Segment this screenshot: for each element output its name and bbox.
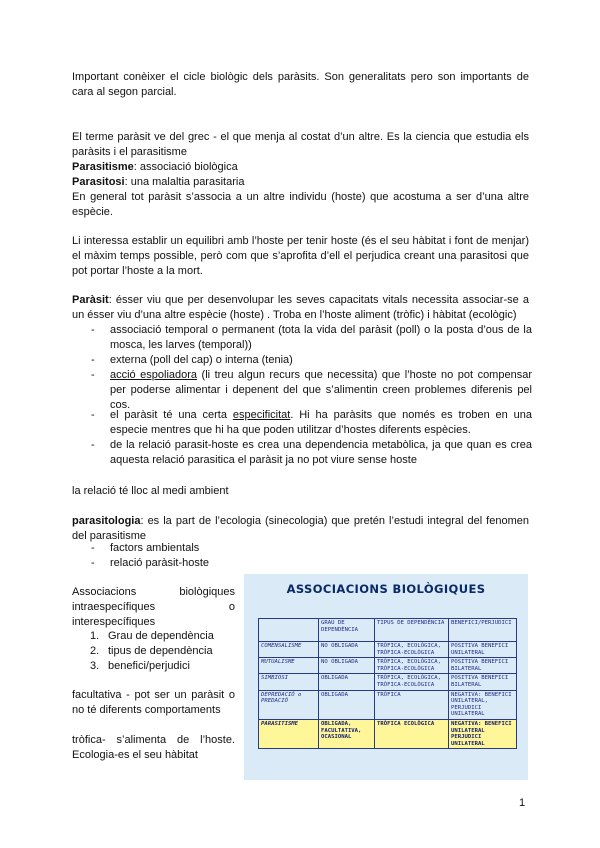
table-cell: TRÒFICA, ECOLÒGICA, TRÒFICA-ECOLÒGICA (375, 658, 449, 674)
numbered-item: 3. benefici/perjudici (72, 659, 242, 674)
trofica-paragraph: tròfica- s’alimenta de l’hoste. Ecologia-es el seu hàbitat (72, 734, 235, 761)
table-cell: TRÒFICA ECOLÒGICA (375, 719, 449, 748)
parasitosi-term: Parasitosi (72, 176, 125, 188)
numbered-item: 1. Grau de dependència (72, 629, 242, 644)
accio-espoliadora-term: acció espoliadora (110, 369, 198, 381)
bullet-text: externa (poll del cap) o interna (tenia) (110, 354, 293, 366)
numbered-text: Grau de dependència (108, 630, 214, 642)
table-row (259, 642, 517, 658)
parasitologia-term: parasitologia (72, 515, 141, 527)
table-cell: OBLIGADA (319, 674, 375, 690)
bullet-text: (li treu algun recurs que necessita) que l’hoste no pot compensar per poderse alimentar i depenent del que s’alimentin creen problemes diferenis pel cos. (110, 369, 532, 411)
parasitisme-definition (72, 160, 529, 175)
bullet-item: - externa (poll del cap) o interna (tenia) (72, 353, 532, 368)
parasitosi-def: : una malaltia parasitaria (124, 176, 245, 188)
table-cell: TRÒFICA, ECOLÒGICA, TRÒFICA-ECOLÒGICA (375, 674, 449, 690)
table-header-row (259, 619, 517, 642)
associacions-table (258, 618, 517, 749)
table-cell: NEGATIVA: BENEFICI UNILATERAL PERJUDICI UNILATERAL (449, 719, 517, 748)
table-cell: SIMBIOSI (259, 674, 319, 690)
associacions-figure (244, 574, 528, 780)
parasitosi-definition (72, 175, 529, 190)
bullet-text: associació temporal o permanent (tota la vida del paràsit (poll) o la posta d’ous de la mosca, les larves (temporal)) (110, 324, 532, 351)
bullet-item: - de la relació parasit-hoste es crea una dependencia metabòlica, ja que quan es crea aquesta relació parasitica el paràsit ja no pot viure sense hoste (91, 439, 532, 466)
table-cell: OBLIGADA (319, 690, 375, 719)
table-cell: NEGATIVA: BENEFICI UNILATERAL, PERJUDICI UNILATERAL (449, 690, 517, 719)
table-cell: NO OBLIGADA (319, 642, 375, 658)
numbered-item: 2. tipus de dependència (72, 644, 242, 659)
parasitisme-term: Parasitisme (72, 161, 134, 173)
table-header-cell: BENEFICI/PERJUDICI (449, 619, 517, 642)
term-paragraph: El terme paràsit ve del grec - el que menja al costat d’un altre. Es la ciencia que estudia els paràsits i el parasitisme (72, 131, 529, 158)
table-row (259, 690, 517, 719)
table-cell: POSITIVA BENEFICI BILATERAL (449, 658, 517, 674)
intro-paragraph: Important conèixer el cicle biològic dels paràsits. Son generalitats pero son importants de cara al segon parcial. (72, 71, 529, 98)
table-header-cell: GRAU DE DEPENDÈNCIA (319, 619, 375, 642)
table-cell: PARASITISME (259, 719, 319, 748)
facultativa-paragraph: facultativa - pot ser un paràsit o no té diferents comportaments (72, 689, 235, 716)
parasit-definition (72, 293, 529, 323)
table-header-cell: TIPUS DE DEPENDÈNCIA (375, 619, 449, 642)
especificitat-term: especificitat (232, 409, 291, 421)
numbered-text: benefici/perjudici (108, 660, 190, 672)
factor-item: - factors ambientals (72, 541, 532, 556)
page-number: 1 (519, 797, 526, 809)
bullet-text: . Hi ha paràsits que només es troben en una especie mentres que hi ha que poden utilitzar d’hostes diferents espècies. (110, 409, 532, 436)
parasitisme-def: : associació biològica (133, 161, 238, 173)
parasitologia-def: : es la part de l’ecologia (sinecologia) que pretén l’estudi integral del fenomen del parasitisme (72, 515, 529, 542)
table-cell: OBLIGADA, FACULTATIVA, OCASIONAL (319, 719, 375, 748)
bullet-item: - associació temporal o permanent (tota la vida del paràsit (poll) o la posta d’ous de la mosca, les larves (temporal)) (91, 324, 532, 351)
table-cell: DEPREDACIÓ o PREDACIÓ (259, 690, 319, 719)
table-cell: TRÒFICA (375, 690, 449, 719)
table-row (259, 674, 517, 690)
table-cell: POSITIVA BENEFICI BILATERAL (449, 674, 517, 690)
table-cell: TRÒFICA, ECOLÒGICA, TRÒFICA-ECOLÒGICA (375, 642, 449, 658)
parasit-term: Paràsit (72, 294, 109, 306)
table-row-highlighted (259, 719, 517, 748)
table-cell: MUTUALISME (259, 658, 319, 674)
factor-item: - relació paràsit-hoste (72, 556, 532, 571)
parasitologia-definition (72, 514, 529, 544)
associacions-paragraph: Associacions biològiques intraespecífiques o interespecífiques (72, 586, 235, 628)
bullet-text: el paràsit té una certa (110, 409, 233, 421)
parasit-def: : ésser viu que per desenvolupar les seves capacitats vitals necessita associar-se a un ésser viu d’una altre espècie (hoste) . Troba en l’hoste aliment (tròfic) i hàbitat (ecològic) (72, 294, 529, 321)
table-cell: POSITIVA BENEFICI UNILATERAL (449, 642, 517, 658)
table-header-cell (259, 619, 319, 642)
relacio-paragraph: la relació té lloc al medi ambient (72, 485, 229, 497)
equilibri-paragraph: Li interessa establir un equilibri amb l’hoste per tenir hoste (és el seu hàbitat i font de menjar) el màxim temps possible, però com que s’aprofita d’ell el perjudica creant una parasitosi que pot portar l’hoste a la mort. (72, 235, 529, 277)
table-cell: COMENSALISME (259, 642, 319, 658)
factor-text: relació paràsit-hoste (110, 557, 210, 569)
general-paragraph: En general tot paràsit s’associa a un altre individu (hoste) que acostuma a ser d’una altre espècie. (72, 191, 529, 218)
bullet-item: - el paràsit té una certa especificitat. Hi ha paràsits que només es troben en una especie mentres que hi ha que poden utilitzar d’hostes diferents espècies. (91, 409, 532, 436)
bullet-item: - acció espoliadora (li treu algun recurs que necessita) que l’hoste no pot compensar per poderse alimentar i depenent del que s’alimentin creen problemes diferenis pel cos. (91, 369, 532, 411)
factor-text: factors ambientals (110, 542, 200, 554)
numbered-text: tipus de dependència (108, 645, 213, 657)
table-row (259, 658, 517, 674)
bullet-text: de la relació parasit-hoste es crea una dependencia metabòlica, ja que quan es crea aquesta relació parasitica el paràsit ja no pot viure sense hoste (110, 439, 532, 466)
table-cell: NO OBLIGADA (319, 658, 375, 674)
figure-title: ASSOCIACIONS BIOLÒGIQUES (286, 582, 486, 596)
